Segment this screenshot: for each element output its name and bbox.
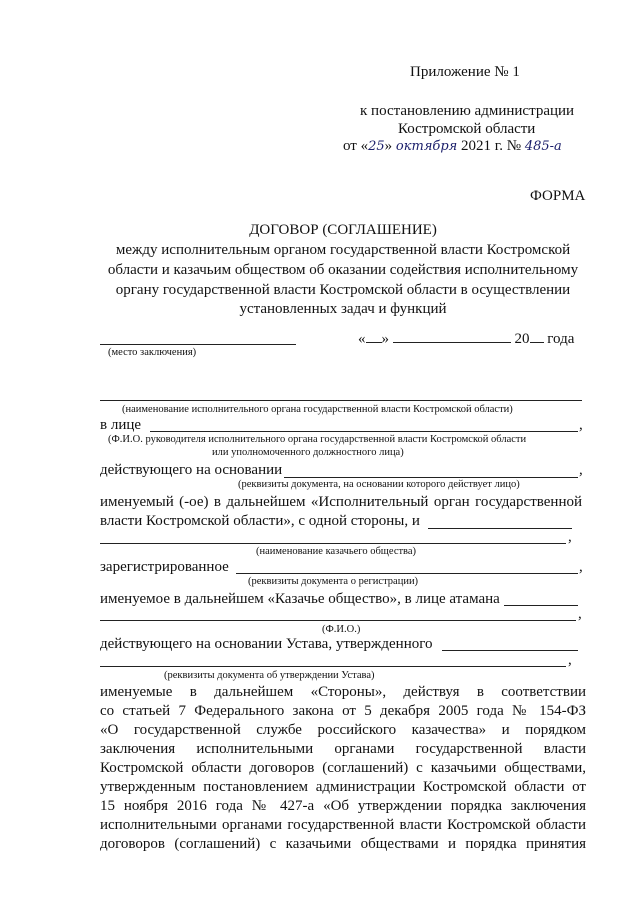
place-field-line [100, 344, 296, 345]
date-prefix: от « [343, 138, 369, 154]
title-line-4: органу государственной власти Костромской области в осуществлении [115, 282, 571, 298]
in-person-label: в лице [100, 417, 142, 433]
head-caption-1: (Ф.И.О. руководителя исполнительного органа государственной власти Костромской области [108, 434, 527, 445]
date-year: 2021 г. № [461, 138, 522, 154]
place-caption: (место заключения) [108, 347, 197, 358]
ataman-field-line [504, 605, 578, 606]
year-suffix: года [547, 331, 575, 347]
body-line: со статьей 7 Федерального закона от 5 декабря 2005 года № 154-ФЗ [100, 703, 586, 719]
cossack-caption: (наименование казачьего общества) [256, 546, 417, 557]
title-line-3: области и казачьим обществом об оказании содействия исполнительному [107, 262, 579, 278]
acting-charter-label: действующего на основании Устава, утвержденного [100, 636, 433, 652]
body-line: «О государственной службе российского казачества» и порядком [100, 722, 586, 738]
comma: , [568, 529, 572, 545]
body-line: исполнительными органами государственной власти Костромской области [100, 817, 586, 833]
quote-open: « [358, 331, 366, 347]
basis-field-line [284, 477, 578, 478]
basis-caption: (реквизиты документа, на основании которого действует лицо) [238, 479, 520, 490]
comma: , [579, 417, 583, 433]
head-field-line [150, 431, 578, 432]
charter-caption: (реквизиты документа об утверждении Устава) [164, 670, 375, 681]
registration-field-line [236, 573, 578, 574]
contract-title: ДОГОВОР (СОГЛАШЕНИЕ) [249, 222, 437, 238]
body-line: заключения исполнительными органами государственной власти [100, 741, 586, 757]
date-mid: » [384, 138, 393, 154]
year-prefix: 20 [514, 331, 530, 347]
comma: , [579, 559, 583, 575]
registered-label: зарегистрированное [100, 559, 229, 575]
acting-basis-label: действующего на основании [100, 462, 283, 478]
comma: , [579, 462, 583, 478]
region-line: Костромской области [398, 121, 536, 137]
body-line: 15 ноября 2016 года № 427-а «Об утверждении порядка заключения [100, 798, 586, 814]
authority-field-line [100, 400, 582, 401]
charter-field-line [442, 650, 578, 651]
authority-caption: (наименование исполнительного органа государственной власти Костромской области) [122, 404, 513, 415]
month-blank [393, 328, 511, 343]
body-line: утвержденным постановлением администрации Костромской области от [100, 779, 586, 795]
fio-caption: (Ф.И.О.) [322, 624, 361, 635]
title-line-5: установленных задач и функций [239, 301, 447, 317]
day-blank [366, 328, 382, 343]
ataman-name-line [100, 620, 576, 621]
comma: , [568, 652, 572, 668]
date-day-handwritten: 25 [368, 139, 385, 154]
body-line: договоров (соглашений) с казачьими обществами и порядка принятия [100, 836, 586, 852]
resolution-date [343, 138, 562, 155]
doc-number-handwritten: 485-а [524, 139, 562, 154]
comma: , [578, 606, 582, 622]
registration-caption: (реквизиты документа о регистрации) [248, 576, 419, 587]
named-cossack-line: именуемое в дальнейшем «Казачье общество», в лице атамана [100, 591, 500, 607]
date-month-handwritten: октября [395, 139, 458, 154]
resolution-line: к постановлению администрации [360, 103, 575, 119]
named-authority-line-1: именуемый (-ое) в дальнейшем «Исполнительный орган государственной [100, 494, 582, 510]
party-field-line [428, 528, 572, 529]
appendix-label: Приложение № 1 [410, 64, 520, 80]
cossack-field-line [100, 543, 566, 544]
date-field [358, 328, 574, 348]
head-caption-2: или уполномоченного должностного лица) [212, 447, 404, 458]
year-blank [530, 328, 544, 343]
body-line: Костромской области договоров (соглашений) с казачьими обществами, [100, 760, 586, 776]
form-label: ФОРМА [530, 188, 586, 204]
charter-details-line [100, 666, 566, 667]
body-line: именуемые в дальнейшем «Стороны», действуя в соответствии [100, 684, 586, 700]
quote-close: » [381, 331, 389, 347]
title-line-2: между исполнительным органом государственной власти Костромской [115, 242, 571, 258]
named-authority-line-2: власти Костромской области», с одной стороны, и [100, 513, 420, 529]
